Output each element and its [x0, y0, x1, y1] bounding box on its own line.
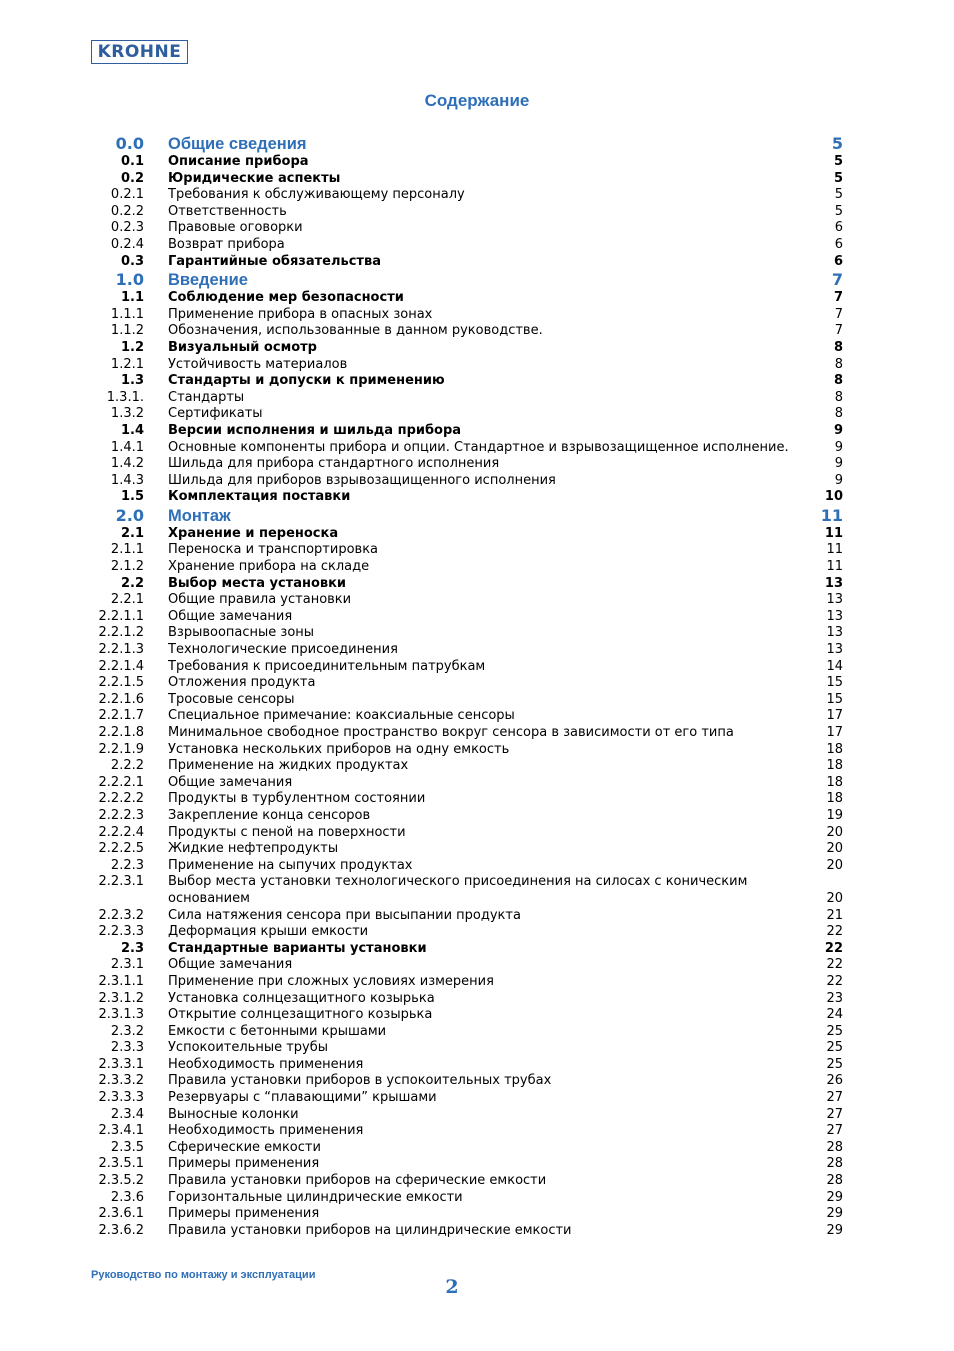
toc-section-number: 2.3.6.1 — [98, 1206, 144, 1222]
toc-row[interactable] — [0, 154, 954, 171]
toc-section-number: 0.2.1 — [110, 187, 144, 203]
toc-page-number: 18 — [826, 741, 843, 757]
toc-page-number: 7 — [833, 290, 843, 306]
toc-page-number: 13 — [826, 625, 843, 641]
toc-section-number: 2.2.1.5 — [98, 675, 144, 691]
toc-row[interactable] — [0, 307, 954, 324]
toc-page-number: 18 — [826, 791, 843, 807]
toc-section-title: Жидкие нефтепродукты — [168, 841, 339, 857]
toc-page-number: 7 — [834, 323, 843, 339]
toc-section-title: Применение на сыпучих продуктах — [168, 857, 413, 873]
toc-row[interactable] — [0, 592, 954, 609]
toc-section-number: 2.3.2 — [110, 1023, 144, 1039]
toc-page-number: 17 — [826, 708, 843, 724]
toc-page-number: 9 — [834, 472, 843, 488]
toc-section-number: 2.2.1.4 — [98, 658, 144, 674]
toc-page-number: 29 — [826, 1206, 843, 1222]
toc-section-title: Общие замечания — [168, 608, 293, 624]
toc-page-number: 6 — [834, 220, 843, 236]
toc-row[interactable] — [0, 1206, 954, 1223]
toc-row[interactable] — [0, 841, 954, 858]
toc-section-number: 2.3.1.2 — [98, 990, 144, 1006]
toc-row[interactable] — [0, 874, 954, 907]
toc-section-title: Соблюдение мер безопасности — [168, 290, 404, 306]
toc-page-number: 23 — [826, 990, 843, 1006]
toc-section-number: 1.4.3 — [110, 472, 144, 488]
toc-section-number: 2.2.1 — [110, 592, 144, 608]
toc-page-number: 5 — [834, 187, 843, 203]
toc-section-title: Тросовые сенсоры — [168, 691, 295, 707]
toc-section-number: 1.1.1 — [110, 306, 144, 322]
toc-row[interactable] — [0, 526, 954, 543]
toc-page-number: 22 — [826, 924, 843, 940]
toc-page-number: 13 — [826, 642, 843, 658]
toc-row[interactable] — [0, 323, 954, 340]
toc-section-title: Необходимость применения — [168, 1123, 364, 1139]
toc-page-number: 5 — [833, 154, 843, 169]
toc-section-title: Сферические емкости — [168, 1139, 321, 1155]
toc-section-title: Применение при сложных условиях измерения — [168, 973, 494, 989]
toc-section-title: Примеры применения — [168, 1156, 320, 1172]
toc-section-number: 2.3.3.2 — [98, 1073, 144, 1089]
toc-section-title: Визуальный осмотр — [168, 339, 317, 355]
toc-page-number: 6 — [833, 253, 843, 269]
toc-row[interactable] — [0, 725, 954, 742]
toc-section-title: Шильда для прибора стандартного исполнения — [168, 456, 500, 472]
toc-section-number: 1.2.1 — [110, 356, 144, 372]
toc-page-number: 14 — [826, 658, 843, 674]
toc-section-title: Правила установки приборов на цилиндрические емкости — [168, 1222, 572, 1238]
toc-page-number: 11 — [826, 559, 843, 575]
toc-section-number: 1.4.1 — [110, 439, 144, 455]
toc-row[interactable] — [0, 357, 954, 374]
toc-page-number: 18 — [826, 774, 843, 790]
toc-row[interactable] — [0, 406, 954, 423]
toc-row[interactable] — [0, 974, 954, 991]
toc-row[interactable] — [0, 924, 954, 941]
toc-section-title: Минимальное свободное пространство вокруг сенсора в зависимости от его типа — [168, 725, 734, 740]
toc-row[interactable] — [0, 609, 954, 626]
toc-row[interactable] — [0, 791, 954, 808]
toc-section-number: 1.4.2 — [110, 456, 144, 472]
toc-page-number: 26 — [826, 1073, 843, 1089]
toc-section-title: Резервуары с “плавающими” крышами — [168, 1090, 437, 1106]
toc-section-title: Гарантийные обязательства — [168, 253, 381, 269]
toc-page-number: 11 — [824, 525, 843, 541]
toc-row[interactable] — [0, 187, 954, 204]
toc-section-number: 2.3.3.3 — [98, 1090, 144, 1106]
toc-row[interactable] — [0, 991, 954, 1008]
toc-section-title: Требования к обслуживающему персоналу — [168, 187, 465, 203]
footer-manual-title: Руководство по монтажу и эксплуатации — [91, 1269, 316, 1281]
toc-page-number: 5 — [834, 203, 843, 219]
toc-section-title: Продукты в турбулентном состоянии — [168, 791, 426, 807]
toc-row[interactable] — [0, 708, 954, 725]
toc-section-title: Требования к присоединительным патрубкам — [168, 658, 486, 674]
toc-page-number: 13 — [824, 575, 843, 591]
toc-section-title: Открытие солнцезащитного козырька — [168, 1007, 433, 1023]
toc-section-number: 2.2.1.1 — [98, 608, 144, 624]
toc-section-title: Описание прибора — [168, 154, 309, 169]
toc-section-number: 2.1 — [120, 525, 144, 541]
toc-section-title: Устойчивость материалов — [168, 356, 348, 372]
toc-section-title: Общие сведения — [168, 135, 307, 153]
toc-section-title: Деформация крыши емкости — [168, 924, 369, 940]
toc-page-number: 20 — [826, 890, 843, 906]
toc-page-number: 19 — [826, 807, 843, 823]
toc-row[interactable] — [0, 908, 954, 925]
toc-section-title: Хранение и переноска — [168, 525, 339, 541]
toc-section-number: 2.3.3.1 — [98, 1056, 144, 1072]
toc-page-number: 8 — [833, 373, 843, 389]
toc-row[interactable] — [0, 489, 954, 506]
toc-row[interactable] — [0, 1024, 954, 1041]
toc-page-number: 22 — [826, 957, 843, 973]
toc-section-title: Введение — [168, 271, 248, 290]
toc-section-title: Правила установки приборов в успокоительных трубах — [168, 1073, 552, 1089]
toc-page-number: 13 — [826, 608, 843, 624]
toc-section-number: 2.2.2.5 — [98, 841, 144, 857]
toc-page-number: 8 — [834, 406, 843, 422]
toc-row[interactable] — [0, 775, 954, 792]
toc-section-number: 1.5 — [120, 489, 144, 505]
toc-section-number: 0.2.4 — [110, 236, 144, 252]
toc-section-title: Применение на жидких продуктах — [168, 758, 409, 774]
toc-section-title: Версии исполнения и шильда прибора — [168, 422, 462, 438]
toc-section-title: Общие замечания — [168, 957, 293, 973]
toc-page-number: 5 — [831, 134, 843, 153]
toc-page-number: 29 — [826, 1222, 843, 1238]
toc-section-number: 0.2 — [120, 170, 144, 186]
toc-page-number: 11 — [826, 542, 843, 558]
toc-row[interactable] — [0, 290, 954, 307]
toc-row[interactable] — [0, 808, 954, 825]
toc-page-number: 6 — [834, 236, 843, 252]
toc-row[interactable] — [0, 171, 954, 188]
toc-page-number: 22 — [826, 973, 843, 989]
toc-page-number: 9 — [834, 439, 843, 455]
toc-section-number: 0.3 — [120, 253, 144, 269]
toc-page-number: 11 — [820, 505, 843, 525]
page-title: Содержание — [424, 91, 530, 110]
toc-section-number: 2.3 — [120, 940, 144, 956]
toc-row[interactable] — [0, 625, 954, 642]
toc-page-number: 9 — [833, 422, 843, 438]
toc-chapter-row[interactable] — [0, 134, 954, 154]
toc-section-number: 2.0 — [115, 505, 144, 525]
toc-page-number: 25 — [826, 1040, 843, 1056]
toc-row[interactable] — [0, 858, 954, 875]
toc-page-number: 28 — [826, 1139, 843, 1155]
toc-section-number: 2.3.4.1 — [98, 1123, 144, 1139]
toc-section-title: Необходимость применения — [168, 1056, 364, 1072]
toc-row[interactable] — [0, 456, 954, 473]
toc-section-title: Закрепление конца сенсоров — [168, 807, 371, 823]
toc-row[interactable] — [0, 1057, 954, 1074]
toc-section-number: 2.2.1.8 — [98, 725, 144, 740]
toc-section-number: 1.2 — [120, 339, 144, 355]
toc-section-title: Юридические аспекты — [168, 170, 341, 186]
toc-section-title: Хранение прибора на складе — [168, 559, 370, 575]
toc-page-number: 15 — [826, 691, 843, 707]
toc-section-title: Отложения продукта — [168, 675, 316, 691]
toc-page-number: 7 — [831, 270, 843, 290]
toc-page-number: 7 — [834, 306, 843, 322]
toc-section-number: 2.2 — [120, 575, 144, 591]
toc-page-number: 15 — [826, 675, 843, 691]
toc-row[interactable] — [0, 1223, 954, 1240]
toc-page-number: 8 — [834, 389, 843, 405]
toc-page-number: 20 — [826, 841, 843, 857]
toc-row[interactable] — [0, 440, 954, 457]
toc-row[interactable] — [0, 1040, 954, 1057]
toc-section-number: 2.3.5 — [110, 1139, 144, 1155]
toc-row[interactable] — [0, 1007, 954, 1024]
toc-section-title: Технологические присоединения — [168, 642, 398, 658]
toc-section-title: Стандарты — [168, 389, 245, 405]
toc-page-number: 25 — [826, 1056, 843, 1072]
toc-section-title: Емкости с бетонными крышами — [168, 1023, 387, 1039]
toc-section-number: 2.3.5.1 — [98, 1156, 144, 1172]
toc-row[interactable] — [0, 1190, 954, 1207]
toc-section-title: Установка нескольких приборов на одну емкость — [168, 741, 510, 757]
toc-page-number: 8 — [833, 339, 843, 355]
toc-page-number: 27 — [826, 1090, 843, 1106]
toc-page-number: 24 — [826, 1007, 843, 1023]
toc-page-number: 20 — [826, 824, 843, 840]
toc-section-title: Шильда для приборов взрывозащищенного исполнения — [168, 472, 556, 488]
toc-row[interactable] — [0, 692, 954, 709]
toc-section-title: Ответственность — [168, 203, 287, 219]
toc-section-number: 1.1 — [120, 290, 144, 306]
toc-page-number: 20 — [826, 857, 843, 873]
toc-row[interactable] — [0, 1156, 954, 1173]
toc-row[interactable] — [0, 1123, 954, 1140]
toc-row[interactable] — [0, 941, 954, 958]
toc-section-number: 2.1.2 — [110, 559, 144, 575]
toc-row[interactable] — [0, 423, 954, 440]
toc-section-number: 2.2.1.9 — [98, 741, 144, 757]
toc-page-number: 29 — [826, 1189, 843, 1205]
toc-section-number: 0.2.2 — [110, 203, 144, 219]
toc-section-number: 0.2.3 — [110, 220, 144, 236]
toc-row[interactable] — [0, 237, 954, 254]
toc-section-number: 1.3 — [120, 373, 144, 389]
toc-section-number: 1.1.2 — [110, 323, 144, 339]
toc-row[interactable] — [0, 1107, 954, 1124]
toc-page-number: 25 — [826, 1023, 843, 1039]
toc-page-number: 21 — [826, 907, 843, 923]
toc-row[interactable] — [0, 1090, 954, 1107]
toc-row[interactable] — [0, 957, 954, 974]
toc-page-number: 10 — [824, 489, 843, 505]
toc-row[interactable] — [0, 742, 954, 759]
toc-row[interactable] — [0, 642, 954, 659]
toc-section-number: 2.2.2.2 — [98, 791, 144, 807]
toc-section-title: Правила установки приборов на сферические емкости — [168, 1173, 547, 1189]
toc-section-number: 2.2.1.7 — [98, 708, 144, 724]
toc-section-title: Переноска и транспортировка — [168, 542, 379, 558]
toc-page-number: 27 — [826, 1123, 843, 1139]
toc-chapter-row[interactable] — [0, 270, 954, 290]
toc-page-number: 28 — [826, 1156, 843, 1172]
toc-section-title: Успокоительные трубы — [168, 1040, 329, 1056]
toc-row[interactable] — [0, 373, 954, 390]
toc-row[interactable] — [0, 576, 954, 593]
toc-section-title: Горизонтальные цилиндрические емкости — [168, 1189, 463, 1205]
toc-page-number: 28 — [826, 1173, 843, 1189]
toc-section-number: 2.3.6.2 — [98, 1222, 144, 1238]
toc-page-number: 22 — [824, 940, 843, 956]
toc-row[interactable] — [0, 340, 954, 357]
toc-section-title: Сертификаты — [168, 406, 263, 422]
toc-row[interactable] — [0, 1073, 954, 1090]
page-number: 2 — [445, 1276, 459, 1298]
toc-section-number: 1.4 — [120, 422, 144, 438]
toc-row[interactable] — [0, 1173, 954, 1190]
toc-section-title: Обозначения, использованные в данном руководстве. — [168, 323, 543, 339]
toc-row[interactable] — [0, 675, 954, 692]
toc-section-number: 2.3.6 — [110, 1189, 144, 1205]
toc-page-number: 18 — [826, 758, 843, 774]
toc-section-number: 2.2.2.1 — [98, 774, 144, 790]
toc-section-number: 2.3.5.2 — [98, 1173, 144, 1189]
toc-page-number: 13 — [826, 592, 843, 608]
toc-section-number: 2.2.3.1 — [98, 874, 144, 890]
toc-page-number: 5 — [833, 170, 843, 186]
toc-section-title: Комплектация поставки — [168, 489, 351, 505]
toc-section-number: 2.3.1.1 — [98, 973, 144, 989]
toc-row[interactable] — [0, 254, 954, 271]
toc-page-number: 17 — [826, 725, 843, 740]
toc-section-title: Установка солнцезащитного козырька — [168, 990, 435, 1006]
toc-page-number: 27 — [826, 1106, 843, 1122]
toc-row[interactable] — [0, 1140, 954, 1157]
toc-section-number: 2.2.1.2 — [98, 625, 144, 641]
toc-section-title: Выбор места установки — [168, 575, 347, 591]
toc-section-number: 0.1 — [120, 154, 144, 169]
toc-section-number: 2.2.3.3 — [98, 924, 144, 940]
toc-section-title: Применение прибора в опасных зонах — [168, 306, 433, 322]
toc-section-title: Выбор места установки технологического присоединения на силосах с коническим основанием — [168, 874, 748, 906]
toc-section-title: Возврат прибора — [168, 236, 285, 252]
krohne-logo: KROHNE — [91, 40, 188, 64]
toc-section-title: Общие замечания — [168, 774, 293, 790]
toc-row[interactable] — [0, 559, 954, 576]
toc-section-title: Продукты с пеной на поверхности — [168, 824, 406, 840]
toc-row[interactable] — [0, 204, 954, 221]
toc-section-number: 2.3.3 — [110, 1040, 144, 1056]
toc-section-number: 2.2.1.6 — [98, 691, 144, 707]
toc-row[interactable] — [0, 390, 954, 407]
toc-row[interactable] — [0, 473, 954, 490]
toc-section-number: 1.3.2 — [110, 406, 144, 422]
toc-section-number: 2.3.1.3 — [98, 1007, 144, 1023]
toc-section-number: 2.2.2.3 — [98, 807, 144, 823]
toc-section-title: Основные компоненты прибора и опции. Стандартное и взрывозащищенное исполнение. — [168, 439, 789, 455]
toc-section-number: 2.2.2 — [110, 758, 144, 774]
toc-section-title: Правовые оговорки — [168, 220, 303, 236]
toc-section-number: 0.0 — [115, 134, 144, 153]
toc-section-title: Выносные колонки — [168, 1106, 299, 1122]
toc-section-number: 1.3.1. — [106, 389, 144, 405]
toc-section-title: Примеры применения — [168, 1206, 320, 1222]
toc-section-title: Стандартные варианты установки — [168, 940, 427, 956]
toc-row[interactable] — [0, 659, 954, 676]
toc-section-number: 2.3.1 — [110, 957, 144, 973]
toc-section-number: 2.1.1 — [110, 542, 144, 558]
toc-section-title: Монтаж — [168, 506, 231, 525]
toc-section-title: Сила натяжения сенсора при высыпании продукта — [168, 907, 521, 923]
toc-section-number: 2.2.2.4 — [98, 824, 144, 840]
toc-page-number: 9 — [834, 456, 843, 472]
toc-section-number: 1.0 — [115, 270, 144, 290]
toc-row[interactable] — [0, 542, 954, 559]
toc-section-title: Взрывоопасные зоны — [168, 625, 315, 641]
toc-row[interactable] — [0, 220, 954, 237]
toc-chapter-row[interactable] — [0, 506, 954, 526]
toc-section-number: 2.3.4 — [110, 1106, 144, 1122]
table-of-contents — [0, 134, 954, 1239]
toc-section-title: Общие правила установки — [168, 592, 352, 608]
toc-section-number: 2.2.3.2 — [98, 907, 144, 923]
toc-row[interactable] — [0, 758, 954, 775]
toc-section-number: 2.2.3 — [110, 857, 144, 873]
toc-section-title: Стандарты и допуски к применению — [168, 373, 445, 389]
toc-section-number: 2.2.1.3 — [98, 642, 144, 658]
toc-page-number: 8 — [834, 356, 843, 372]
toc-row[interactable] — [0, 825, 954, 842]
toc-section-title: Специальное примечание: коаксиальные сенсоры — [168, 708, 515, 724]
